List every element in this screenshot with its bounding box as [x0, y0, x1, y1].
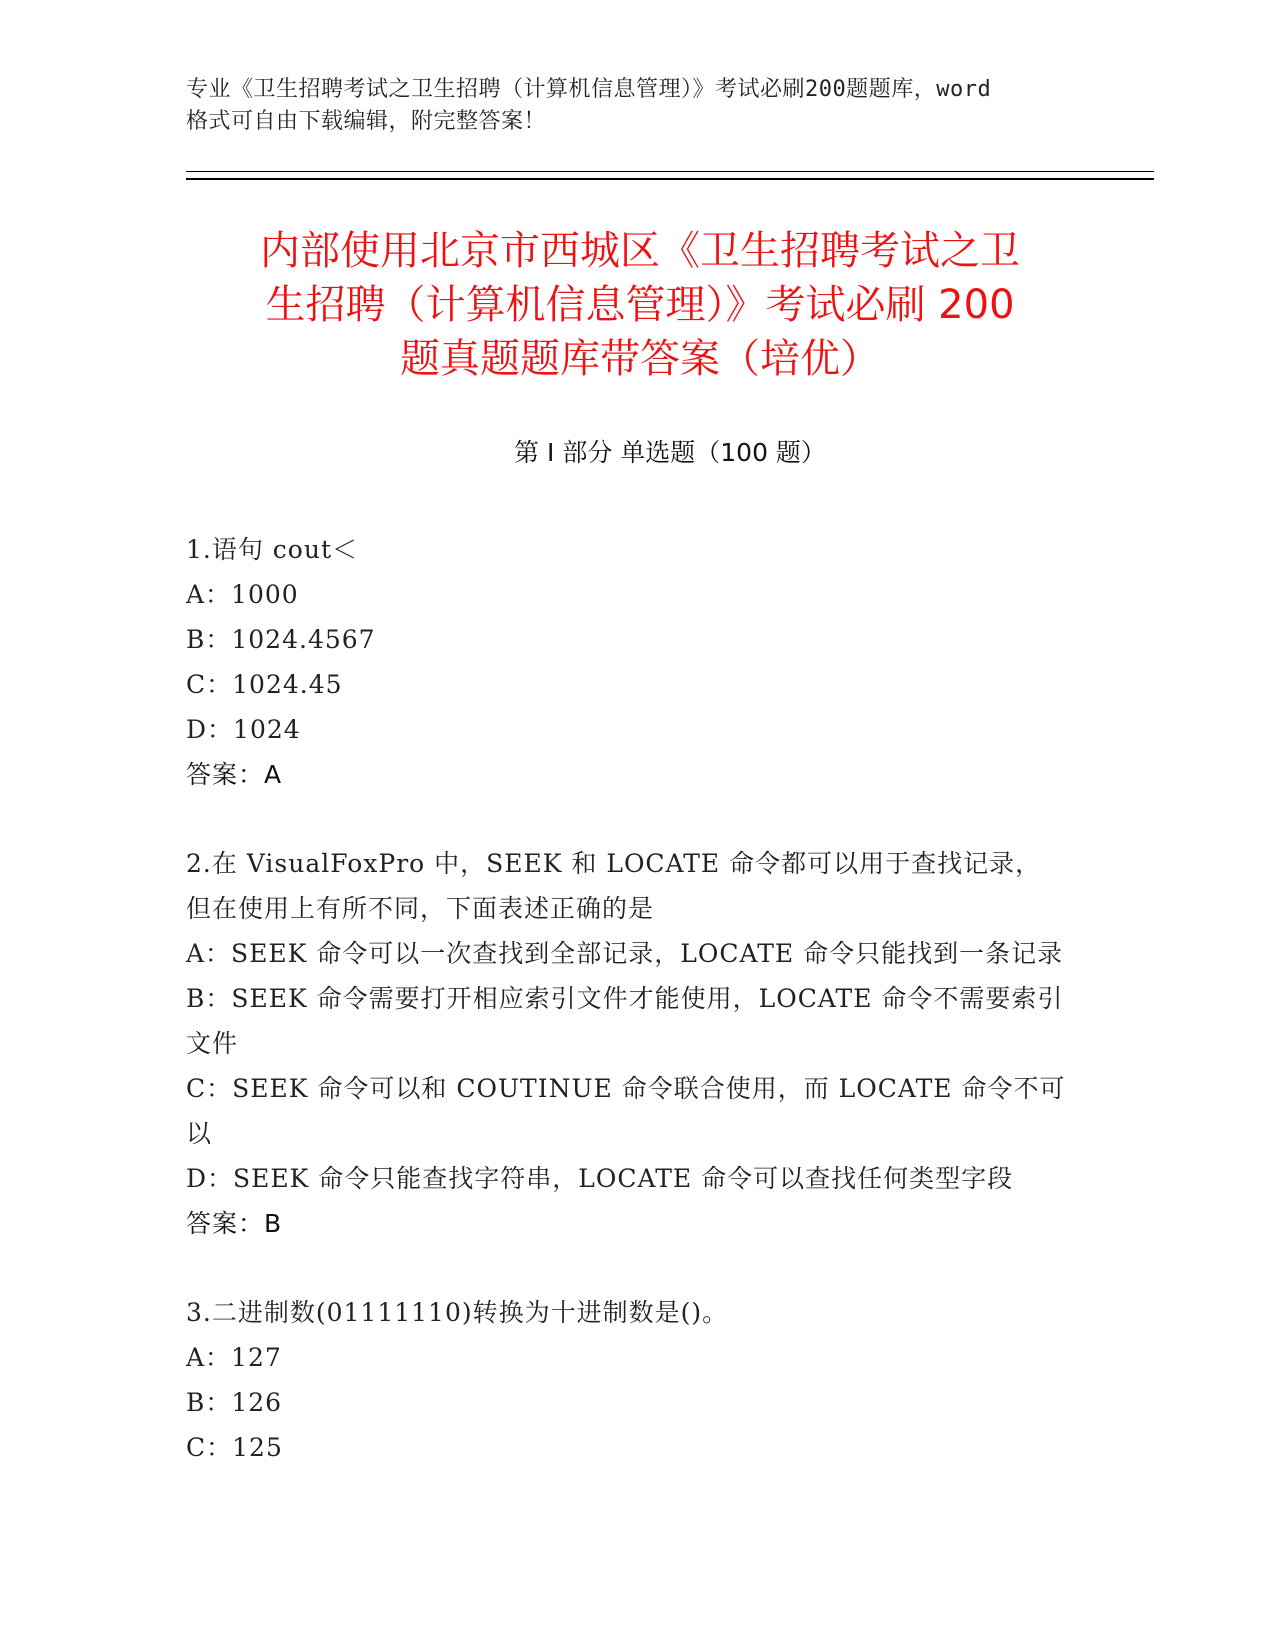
- document-title-line1: 内部使用北京市西城区《卫生招聘考试之卫: [260, 228, 1020, 274]
- header-note-line1: 专业《卫生招聘考试之卫生招聘（计算机信息管理）》考试必刷200题题库，word: [186, 77, 992, 102]
- question-list: [186, 527, 1066, 1514]
- option-b: B：SEEK 命令需要打开相应索引文件才能使用，LOCATE 命令不需要索引文件: [186, 984, 1064, 1058]
- section-title: 第 I 部分 单选题（100 题）: [514, 438, 826, 467]
- option-b: B：1024.4567: [186, 625, 376, 654]
- question-stem: 2.在 VisualFoxPro 中，SEEK 和 LOCATE 命令都可以用于查找记录，但在使用上有所不同，下面表述正确的是: [186, 849, 1042, 923]
- question-stem: 3.二进制数(01111110)转换为十进制数是()。: [186, 1298, 729, 1327]
- question-2: [186, 841, 1066, 1246]
- header-note: [186, 74, 1086, 138]
- option-c: C：125: [186, 1433, 283, 1462]
- answer: 答案：B: [186, 1209, 283, 1238]
- question-1: [186, 527, 1066, 797]
- option-a: A：127: [186, 1343, 282, 1372]
- option-d: D：1024: [186, 715, 301, 744]
- question-stem: 1.语句 cout＜: [186, 535, 358, 564]
- header-divider-thin: [186, 171, 1154, 172]
- option-b: B：126: [186, 1388, 283, 1417]
- option-c: C：1024.45: [186, 670, 343, 699]
- document-title-line3: 题真题题库带答案（培优）: [400, 336, 880, 382]
- question-3: [186, 1290, 1066, 1470]
- document-title: [190, 224, 1090, 386]
- document-title-line2: 生招聘（计算机信息管理）》考试必刷 200: [265, 282, 1015, 328]
- answer: 答案：A: [186, 760, 283, 789]
- option-c: C：SEEK 命令可以和 COUTINUE 命令联合使用，而 LOCATE 命令不可以: [186, 1074, 1066, 1148]
- header-divider-thick: [186, 178, 1154, 180]
- option-d: D：SEEK 命令只能查找字符串，LOCATE 命令可以查找任何类型字段: [186, 1164, 1014, 1193]
- option-a: A：SEEK 命令可以一次查找到全部记录，LOCATE 命令只能找到一条记录: [186, 939, 1064, 968]
- header-note-line2: 格式可自由下载编辑，附完整答案！: [186, 109, 547, 134]
- option-a: A：1000: [186, 580, 299, 609]
